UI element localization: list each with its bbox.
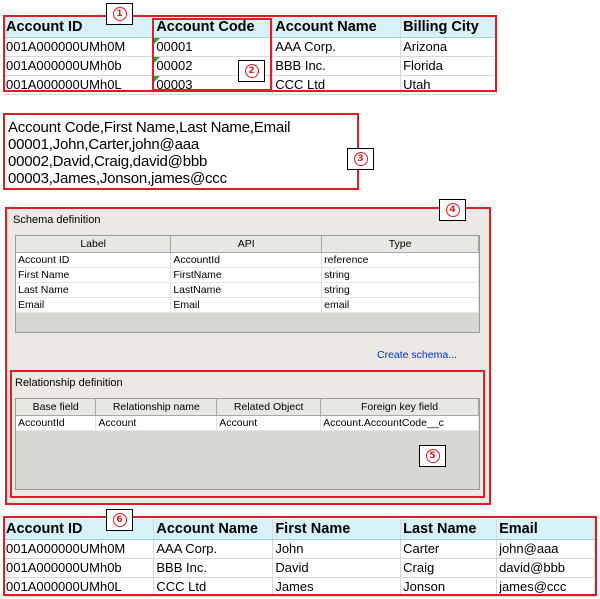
table-cell[interactable]: AccountId: [171, 252, 322, 267]
result-header-email[interactable]: Email: [497, 519, 595, 539]
table-cell[interactable]: Email: [16, 297, 171, 312]
table-cell[interactable]: david@bbb: [497, 558, 595, 577]
table-cell[interactable]: AccountId: [16, 415, 96, 430]
annotation-box-6: [3, 516, 597, 596]
table-cell[interactable]: Craig: [401, 558, 497, 577]
table-cell[interactable]: Email: [171, 297, 322, 312]
result-header-first-name[interactable]: First Name: [273, 519, 401, 539]
relationship-grid: [15, 398, 480, 490]
table-cell[interactable]: 001A000000UMh0M: [4, 539, 154, 558]
table-cell[interactable]: reference: [322, 252, 479, 267]
table-cell[interactable]: Florida: [401, 56, 497, 75]
table-cell[interactable]: Last Name: [16, 282, 171, 297]
accounts-header-account-code[interactable]: Account Code: [154, 17, 273, 37]
table-row[interactable]: [16, 267, 479, 282]
table-cell[interactable]: 001A000000UMh0b: [4, 56, 154, 75]
mapping-settings-panel: [5, 207, 491, 505]
relationship-header-name[interactable]: Relationship name: [96, 399, 217, 415]
table-cell[interactable]: AAA Corp.: [273, 37, 401, 56]
table-cell[interactable]: BBB Inc.: [154, 558, 273, 577]
table-cell[interactable]: Arizona: [401, 37, 497, 56]
table-cell[interactable]: Account ID: [16, 252, 171, 267]
relationship-header-foreign-key[interactable]: Foreign key field: [321, 399, 479, 415]
table-cell[interactable]: 001A000000UMh0L: [4, 75, 154, 94]
schema-grid: [15, 235, 480, 333]
schema-table: [16, 236, 479, 313]
schema-header-label[interactable]: Label: [16, 236, 171, 252]
table-cell[interactable]: 001A000000UMh0M: [4, 37, 154, 56]
csv-line: Account Code,First Name,Last Name,Email: [8, 119, 291, 136]
relationship-definition-title: Relationship definition: [15, 377, 123, 389]
table-cell[interactable]: Account: [217, 415, 321, 430]
table-cell[interactable]: CCC Ltd: [273, 75, 401, 94]
table-row[interactable]: [16, 282, 479, 297]
annotation-marker-5: 5: [419, 445, 446, 467]
table-cell[interactable]: string: [322, 282, 479, 297]
csv-line: 00001,John,Carter,john@aaa: [8, 136, 200, 153]
table-cell[interactable]: Account.AccountCode__c: [321, 415, 479, 430]
table-cell[interactable]: Jonson: [401, 577, 497, 596]
accounts-header-account-name[interactable]: Account Name: [273, 17, 401, 37]
relationship-header-related-object[interactable]: Related Object: [217, 399, 321, 415]
result-header-account-id[interactable]: Account ID: [4, 519, 154, 539]
table-cell[interactable]: string: [322, 267, 479, 282]
result-header-last-name[interactable]: Last Name: [401, 519, 497, 539]
accounts-header-billing-city[interactable]: Billing City: [401, 17, 497, 37]
table-cell[interactable]: CCC Ltd: [154, 577, 273, 596]
table-cell[interactable]: Account: [96, 415, 217, 430]
schema-header-type[interactable]: Type: [322, 236, 479, 252]
annotation-marker-3: 3: [347, 148, 374, 170]
table-cell[interactable]: David: [273, 558, 401, 577]
accounts-header-account-id[interactable]: Account ID: [4, 17, 154, 37]
relationship-header-base-field[interactable]: Base field: [16, 399, 96, 415]
create-schema-link[interactable]: Create schema...: [377, 349, 457, 361]
csv-line: 00002,David,Craig,david@bbb: [8, 153, 208, 170]
table-cell[interactable]: 00001: [154, 37, 273, 56]
table-row[interactable]: [16, 297, 479, 312]
table-cell[interactable]: First Name: [16, 267, 171, 282]
table-cell[interactable]: James: [273, 577, 401, 596]
table-cell[interactable]: John: [273, 539, 401, 558]
table-cell[interactable]: LastName: [171, 282, 322, 297]
annotation-marker-1: 1: [106, 3, 133, 25]
annotation-marker-6: 6: [106, 509, 133, 531]
table-cell[interactable]: BBB Inc.: [273, 56, 401, 75]
annotation-marker-2: 2: [238, 60, 265, 82]
result-header-account-name[interactable]: Account Name: [154, 519, 273, 539]
schema-header-api[interactable]: API: [171, 236, 322, 252]
csv-content: [8, 119, 290, 187]
table-cell[interactable]: Carter: [401, 539, 497, 558]
table-cell[interactable]: FirstName: [171, 267, 322, 282]
table-cell[interactable]: john@aaa: [497, 539, 595, 558]
table-row[interactable]: [16, 252, 479, 267]
csv-line: 00003,James,Jonson,james@ccc: [8, 170, 227, 187]
table-cell[interactable]: Utah: [401, 75, 497, 94]
table-cell[interactable]: 001A000000UMh0L: [4, 577, 154, 596]
relationship-table: [16, 399, 479, 431]
table-row[interactable]: [16, 415, 479, 430]
annotation-marker-4: 4: [439, 199, 466, 221]
schema-definition-title: Schema definition: [13, 214, 101, 226]
table-cell[interactable]: 001A000000UMh0b: [4, 558, 154, 577]
table-cell[interactable]: AAA Corp.: [154, 539, 273, 558]
table-cell[interactable]: email: [322, 297, 479, 312]
table-cell[interactable]: james@ccc: [497, 577, 595, 596]
table-cell[interactable]: 00002: [154, 56, 273, 75]
table-cell[interactable]: 00003: [154, 75, 273, 94]
